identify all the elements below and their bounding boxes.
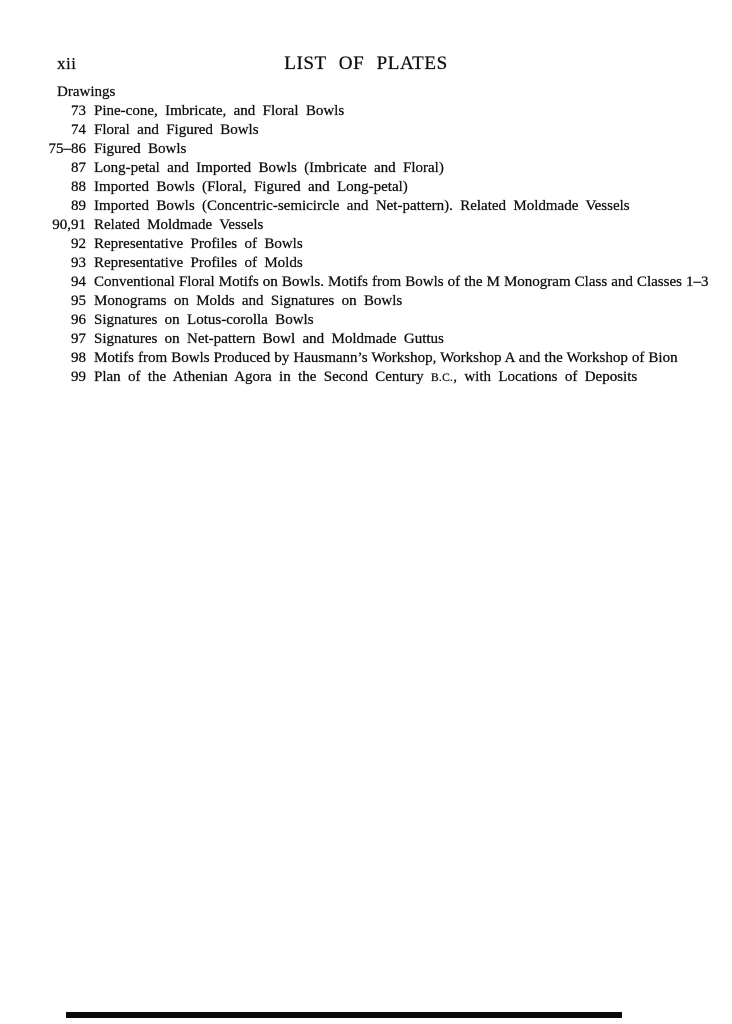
plate-description: Motifs from Bowls Produced by Hausmann’s Workshop, Workshop A and the Workshop of Bion [94, 350, 678, 366]
list-item [46, 349, 706, 368]
plate-description: Related Moldmade Vessels [94, 217, 264, 233]
plate-description: Monograms on Molds and Signatures on Bowls [94, 293, 403, 309]
plate-number: 87 [71, 160, 86, 176]
list-item [46, 102, 706, 121]
list-item [46, 216, 706, 235]
plate-description: Imported Bowls (Floral, Figured and Long-petal) [94, 179, 408, 195]
plate-number: 99 [71, 369, 86, 385]
plate-number: 97 [71, 331, 86, 347]
plate-description: Pine-cone, Imbricate, and Floral Bowls [94, 103, 345, 119]
plate-number: 98 [71, 350, 86, 366]
plate-description: Signatures on Lotus-corolla Bowls [94, 312, 314, 328]
plate-number: 75–86 [48, 141, 86, 157]
plate-description-text: , with Locations of Deposits [453, 369, 638, 385]
list-item [46, 197, 706, 216]
list-item [46, 311, 706, 330]
list-item [46, 330, 706, 349]
plate-description: Floral and Figured Bowls [94, 122, 259, 138]
list-item [46, 140, 706, 159]
plate-number: 93 [71, 255, 86, 271]
plate-number: 73 [71, 103, 86, 119]
plate-number: 94 [71, 274, 86, 290]
plate-description: Representative Profiles of Bowls [94, 236, 303, 252]
list-item [46, 292, 706, 311]
page-number: xii [57, 54, 77, 73]
plate-number: 74 [71, 122, 86, 138]
plate-description: Conventional Floral Motifs on Bowls. Motifs from Bowls of the M Monogram Class and Classes 1–3 [94, 274, 709, 290]
list-item [46, 254, 706, 273]
list-item [46, 273, 709, 292]
plate-description: Imported Bowls (Concentric-semicircle and Net-pattern). Related Moldmade Vessels [94, 198, 630, 214]
list-item [46, 178, 706, 197]
plate-number: 89 [71, 198, 86, 214]
plate-number: 88 [71, 179, 86, 195]
page-header [0, 53, 732, 75]
plate-number: 92 [71, 236, 86, 252]
list-item [46, 368, 706, 387]
list-item [46, 159, 706, 178]
plate-number: 95 [71, 293, 86, 309]
scan-artifact-bar [66, 1012, 622, 1018]
plate-description-text: Plan of the Athenian Agora in the Second Century [94, 369, 431, 385]
plate-description: Representative Profiles of Molds [94, 255, 303, 271]
plate-description: Signatures on Net-pattern Bowl and Moldmade Guttus [94, 331, 444, 347]
plate-number: 90,91 [52, 217, 86, 233]
page-title: LIST OF PLATES [284, 53, 448, 74]
plate-number: 96 [71, 312, 86, 328]
list-item [46, 235, 706, 254]
plate-description: Figured Bowls [94, 141, 187, 157]
plate-description: Long-petal and Imported Bowls (Imbricate and Floral) [94, 160, 444, 176]
section-heading: Drawings [57, 84, 116, 100]
bc-small-caps: B.C. [430, 372, 454, 384]
list-item [46, 121, 706, 140]
plates-list [46, 83, 709, 387]
plate-description [94, 368, 637, 387]
